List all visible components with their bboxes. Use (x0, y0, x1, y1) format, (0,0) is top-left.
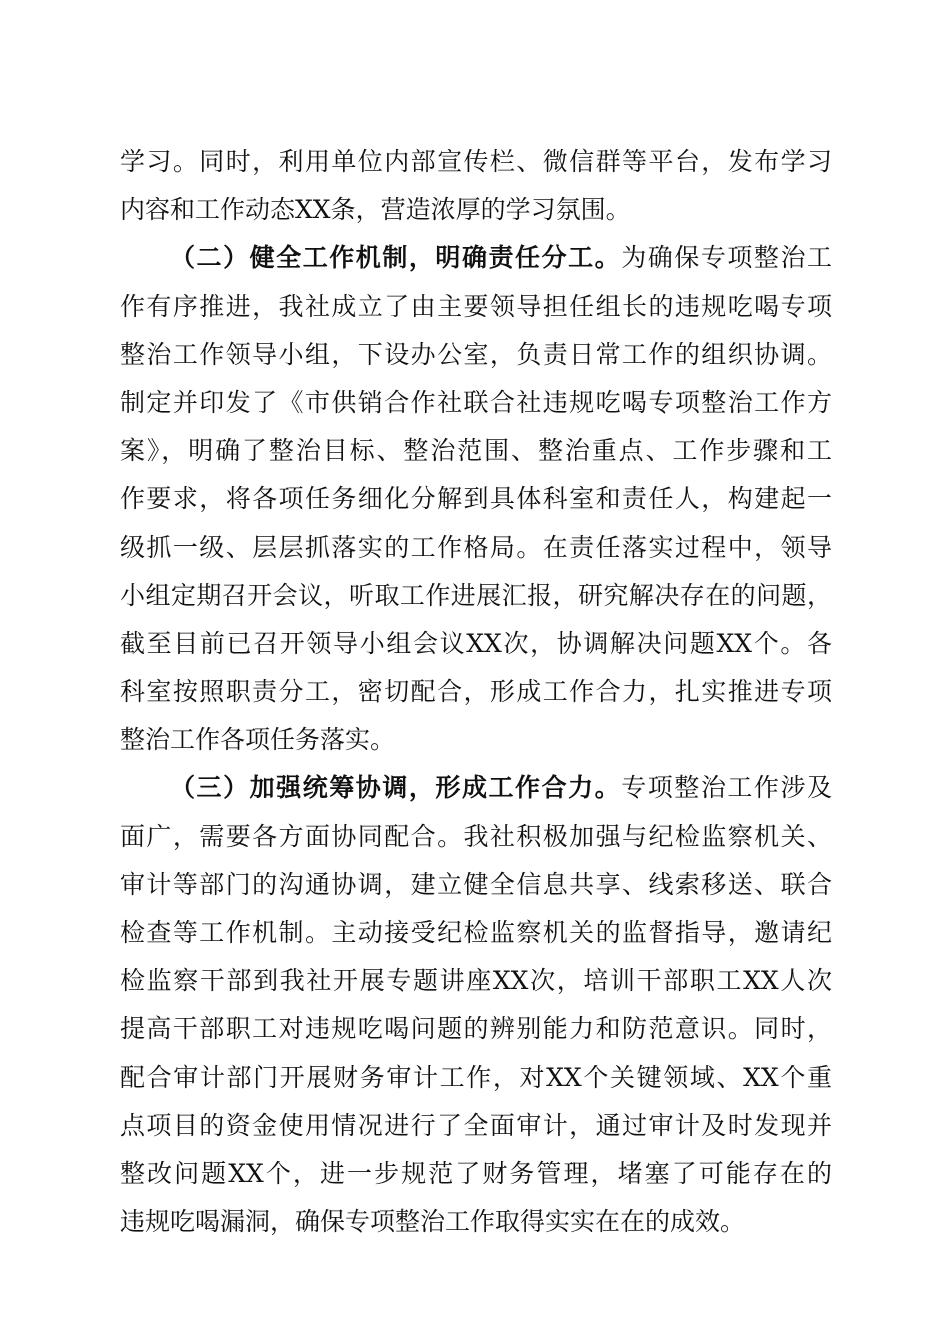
text-line: 级抓一级、层层抓落实的工作格局。在责任落实过程中，领导 (120, 532, 832, 562)
text-line: 整改问题XX个，进一步规范了财务管理，堵塞了可能存在的 (120, 1158, 832, 1188)
text-line: 案》，明确了整治目标、整治范围、整治重点、工作步骤和工 (120, 436, 832, 466)
text-line: 配合审计部门开展财务审计工作，对XX个关键领域、XX个重 (120, 1062, 832, 1092)
section-heading: （三）加强统筹协调，形成工作合力。 (170, 773, 622, 803)
paragraph-3 (120, 764, 832, 1246)
text-line: 作有序推进，我社成立了由主要领导担任组长的违规吃喝专项 (120, 291, 832, 321)
text-line: 整治工作领导小组，下设办公室，负责日常工作的组织协调。 (120, 339, 832, 369)
body-text (120, 138, 832, 1246)
text-fragment: 为确保专项整治工 (621, 243, 832, 273)
text-line: 作要求，将各项任务细化分解到具体科室和责任人，构建起一 (120, 484, 832, 514)
section-heading: （二）健全工作机制，明确责任分工。 (170, 243, 622, 273)
text-line: 制定并印发了《市供销合作社联合社违规吃喝专项整治工作方 (120, 387, 832, 417)
text-line: 整治工作各项任务落实。 (120, 725, 396, 755)
text-line: 点项目的资金使用情况进行了全面审计，通过审计及时发现并 (120, 1110, 832, 1140)
text-line: 学习。同时，利用单位内部宣传栏、微信群等平台，发布学习 (120, 147, 832, 176)
paragraph-2 (120, 234, 832, 764)
text-line: 截至目前已召开领导小组会议XX次，协调解决问题XX个。各 (120, 628, 832, 658)
text-line: 小组定期召开会议，听取工作进展汇报，研究解决存在的问题， (120, 580, 832, 610)
text-line: 违规吃喝漏洞，确保专项整治工作取得实实在在的成效。 (120, 1207, 746, 1237)
text-line: 科室按照职责分工，密切配合，形成工作合力，扎实推进专项 (120, 677, 832, 707)
text-line: 审计等部门的沟通协调，建立健全信息共享、线索移送、联合 (120, 869, 832, 899)
text-line: 提高干部职工对违规吃喝问题的辨别能力和防范意识。同时， (120, 1014, 832, 1044)
text-line: 面广，需要各方面协同配合。我社积极加强与纪检监察机关、 (120, 821, 832, 851)
text-line: 内容和工作动态XX条，营造浓厚的学习氛围。 (120, 195, 631, 225)
text-fragment: 专项整治工作涉及 (621, 773, 832, 803)
text-line: 检查等工作机制。主动接受纪检监察机关的监督指导，邀请纪 (120, 918, 832, 947)
paragraph-1 (120, 138, 832, 234)
text-line: 检监察干部到我社开展专题讲座XX次，培训干部职工XX人次 (120, 966, 832, 996)
text-line (120, 234, 832, 282)
text-line (120, 764, 832, 812)
